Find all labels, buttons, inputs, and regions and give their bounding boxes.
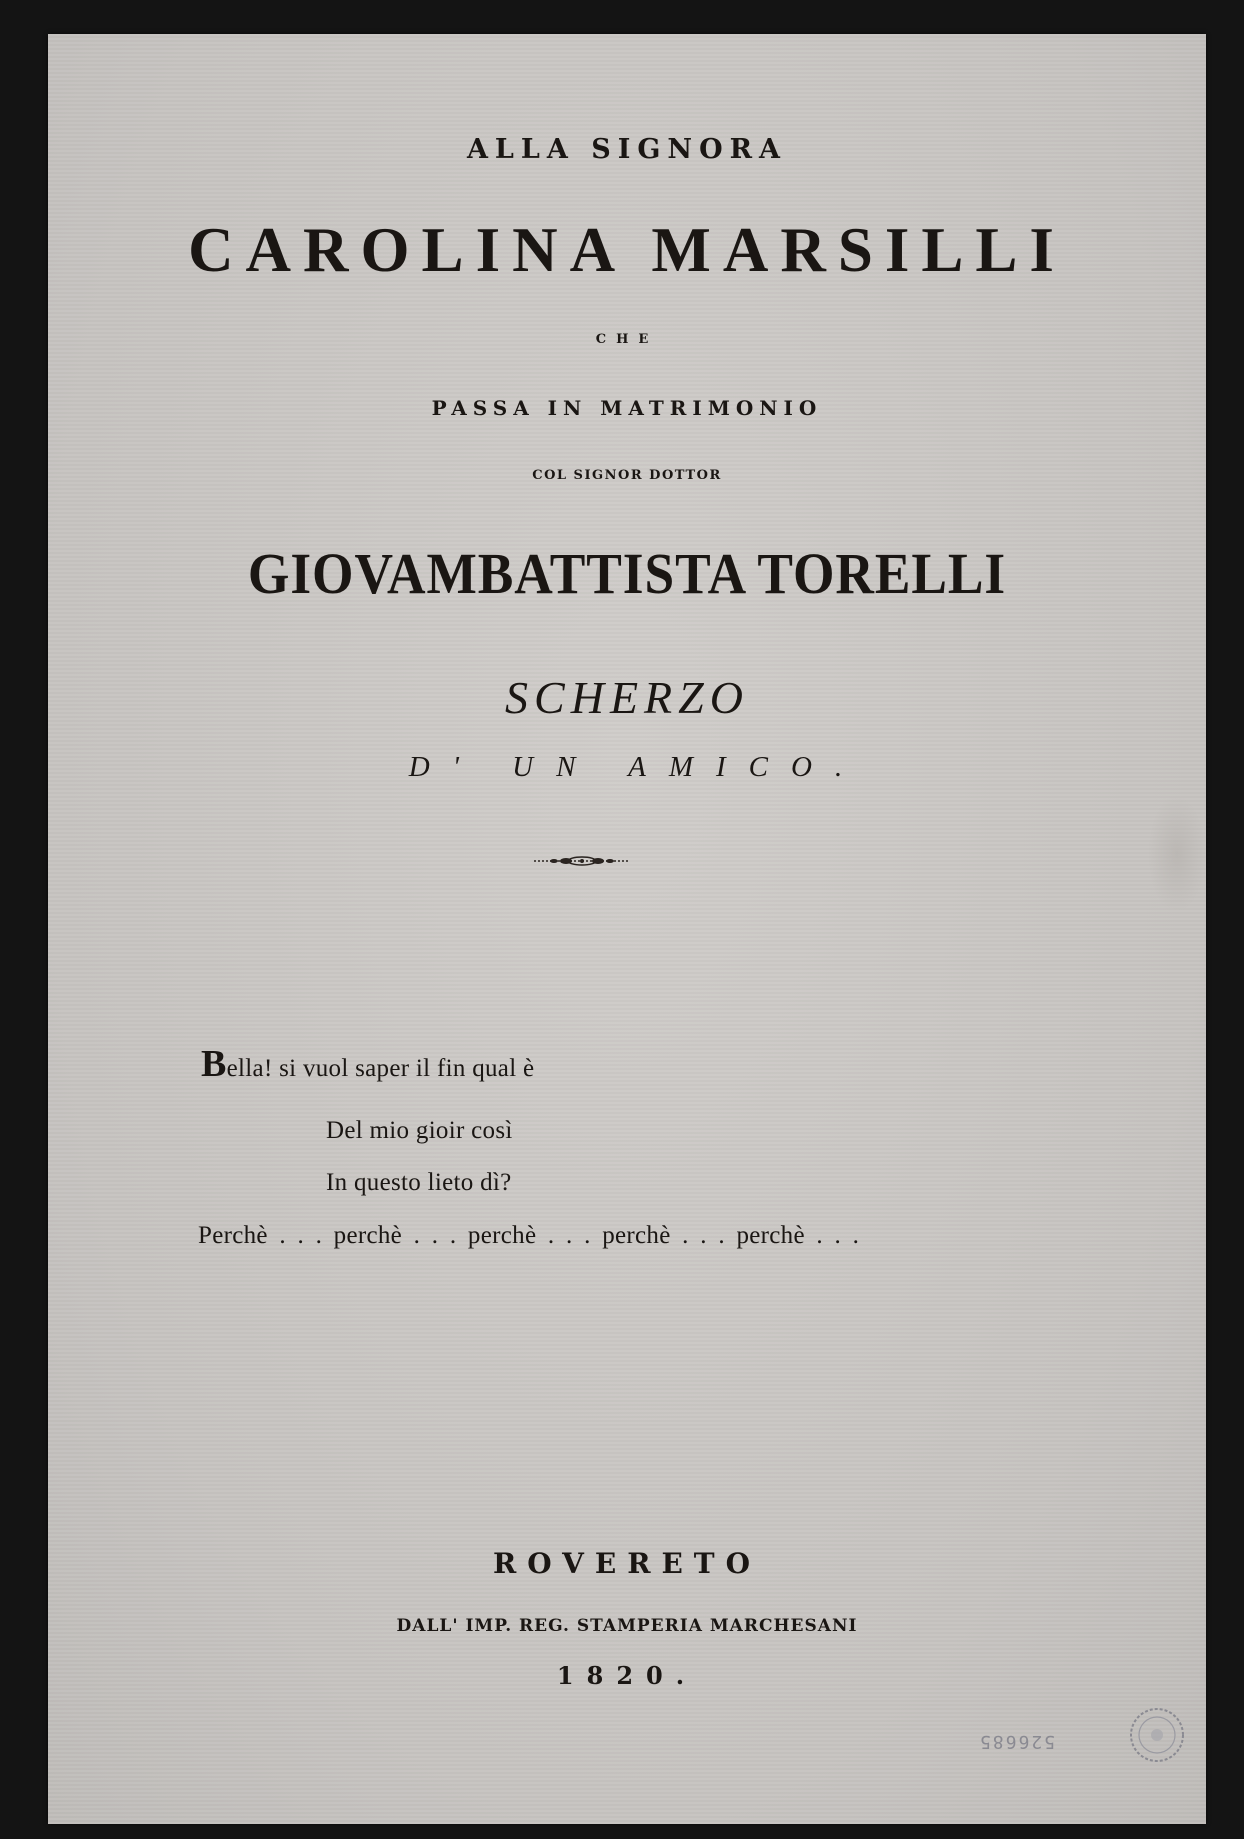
verse-line-2: Del mio gioir così <box>326 1117 513 1144</box>
verse-line-4: Perchè . . . perchè . . . perchè . . . perchè . . . perchè . . . <box>198 1222 860 1249</box>
bride-name: CAROLINA MARSILLI <box>188 215 1066 285</box>
imprint-place: ROVERETO <box>492 1547 762 1580</box>
document-page <box>48 34 1206 1824</box>
groom-name: GIOVAMBATTISTA TORELLI <box>247 541 1007 606</box>
addressee-heading: ALLA SIGNORA <box>466 134 788 165</box>
inventory-number: 526685 <box>978 1731 1056 1752</box>
marriage-line: PASSA IN MATRIMONIO <box>431 396 823 420</box>
imprint-year: 1820. <box>556 1661 698 1690</box>
imprint-printer: DALL' IMP. REG. STAMPERIA MARCHESANI <box>396 1616 858 1636</box>
verse-line-1-text: ella! si vuol saper il fin qual è <box>226 1055 535 1082</box>
fleuron-ornament-icon <box>532 851 632 871</box>
verse-line-3: In questo lieto dì? <box>326 1169 512 1196</box>
poem-title: SCHERZO <box>505 672 749 723</box>
poem-subtitle: D' UN AMICO. <box>408 751 866 783</box>
verse-line-1 <box>201 1042 534 1086</box>
paper-stain <box>1148 794 1206 914</box>
groom-title-line: COL SIGNOR DOTTOR <box>532 468 722 483</box>
library-stamp-icon <box>1128 1706 1186 1764</box>
verse-initial: B <box>201 1043 227 1085</box>
che-line: CHE <box>595 332 659 347</box>
